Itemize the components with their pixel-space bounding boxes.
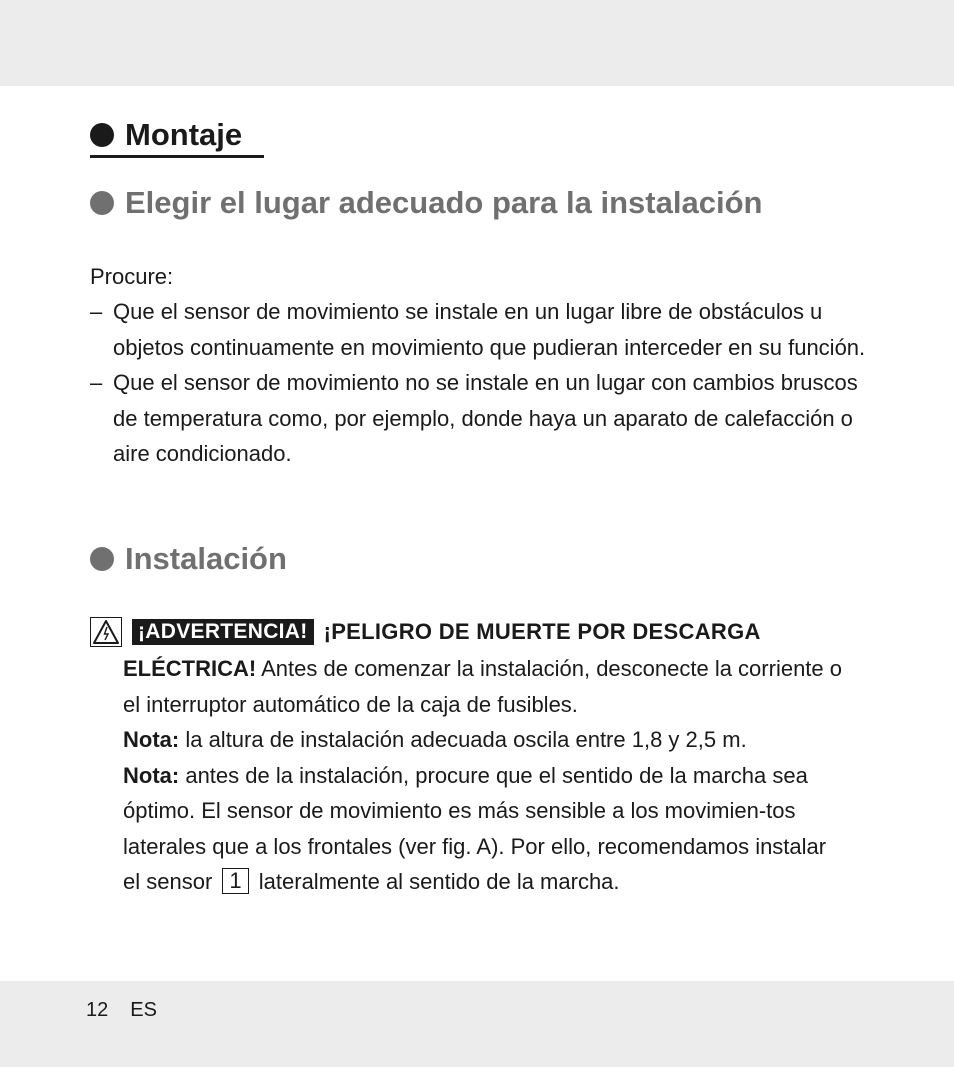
- list-item-text: Que el sensor de movimiento no se instale en un lugar con cambios bruscos de temperatura como, por ejemplo, donde haya un aparato de calefacción o aire condicionado.: [113, 370, 858, 466]
- note-label: Nota:: [123, 727, 180, 752]
- list-item: [90, 365, 870, 472]
- subheading-location: [90, 178, 762, 228]
- subheading-text: Instalación: [125, 541, 287, 576]
- language-code: ES: [130, 999, 157, 1021]
- warning-title-cont: ELÉCTRICA!: [123, 656, 257, 681]
- heading-underline: [90, 155, 264, 158]
- warning-body: [123, 651, 843, 900]
- warning-badge: ¡ADVERTENCIA!: [132, 619, 314, 645]
- section-heading-montaje: [90, 110, 242, 160]
- subheading-installation: [90, 534, 287, 584]
- list-item-text: Que el sensor de movimiento se instale en un lugar libre de obstáculos u objetos continuamente en movimiento que pudieran interceder en su función.: [113, 299, 866, 360]
- note-label: Nota:: [123, 762, 180, 788]
- page-number: 12: [86, 999, 109, 1021]
- intro-text: Procure:: [90, 264, 174, 289]
- bullet-icon: [90, 547, 114, 571]
- footer-band: [0, 981, 954, 1067]
- warning-title: ¡PELIGRO DE MUERTE POR DESCARGA: [323, 619, 761, 644]
- header-band: [0, 0, 954, 86]
- requirements-list: [90, 294, 870, 472]
- bullet-icon: [90, 123, 114, 147]
- bullet-icon: [90, 191, 114, 215]
- list-item: [90, 294, 870, 365]
- note-text: antes de la instalación, procure que el sentido de la marcha sea óptimo. El sensor de movimiento es más sensible a los movimien-tos laterales que a los frontales (ver fig. A). Por ello, recomendamos instalar el sensor: [123, 762, 827, 894]
- note-text: la altura de instalación adecuada oscila entre 1,8 y 2,5 m.: [179, 727, 747, 752]
- subheading-text: Elegir el lugar adecuado para la instalación: [125, 185, 763, 220]
- warning-text: Antes de comenzar la instalación, desconecte la corriente o el interruptor automático de la caja de fusibles.: [123, 656, 843, 717]
- list-dash: –: [90, 299, 103, 324]
- warning-heading: [90, 614, 761, 650]
- warning-triangle-lightning-icon: [90, 617, 122, 647]
- note-text-end: lateralmente al sentido de la marcha.: [252, 869, 620, 894]
- page-footer: [86, 999, 157, 1022]
- figure-reference-box: 1: [222, 868, 248, 894]
- heading-text: Montaje: [125, 117, 243, 152]
- list-dash: –: [90, 370, 103, 395]
